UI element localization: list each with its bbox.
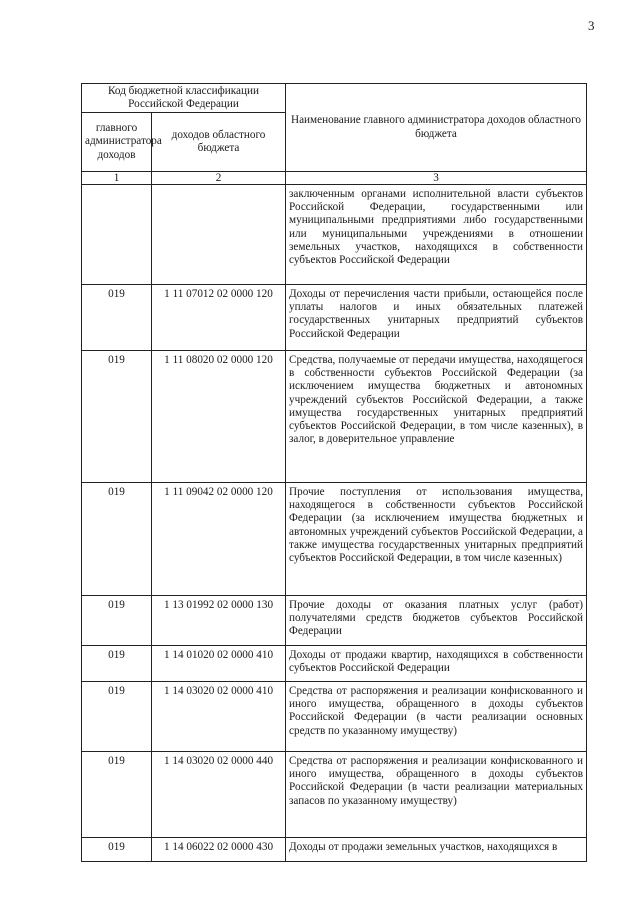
table-row: [82, 646, 587, 682]
admin-code-cell: 019: [82, 483, 152, 596]
budget-code-cell: [152, 185, 286, 285]
budget-code-cell: 1 14 03020 02 0000 440: [152, 752, 286, 838]
table-row: [82, 285, 587, 351]
admin-code-cell: 019: [82, 596, 152, 646]
revenue-name-cell: Средства от распоряжения и реализации конфискованного и иного имущества, обращенного в доходы субъектов Российской Федерации (в части реализации материальных запасов по указанному имуществу): [286, 752, 587, 838]
revenue-name-cell: Средства от распоряжения и реализации конфискованного и иного имущества, обращенного в доходы субъектов Российской Федерации (в части реализации основных средств по указанному имуществу): [286, 682, 587, 752]
column-number: 3: [286, 172, 587, 185]
column-number-row: [82, 172, 587, 185]
header-budget-cell: доходов областного бюджета: [152, 113, 286, 172]
budget-code-cell: 1 13 01992 02 0000 130: [152, 596, 286, 646]
budget-code-cell: 1 14 06022 02 0000 430: [152, 838, 286, 862]
revenue-name-cell: Прочие поступления от использования имущества, находящегося в собственности субъектов Российской Федерации (за исключением имущества бюджетных и автономных учреждений субъектов Российской Федерации, а также имущества государственных унитарных предприятий субъектов Российской Федерации, в том числе казенных): [286, 483, 587, 596]
revenue-name-cell: Доходы от продажи квартир, находящихся в собственности субъектов Российской Федерации: [286, 646, 587, 682]
header-name-cell: Наименование главного администратора доходов областного бюджета: [286, 84, 587, 172]
budget-code-cell: 1 11 08020 02 0000 120: [152, 351, 286, 483]
revenue-name-cell: Доходы от перечисления части прибыли, остающейся после уплаты налогов и иных обязательных платежей государственных унитарных предприятий субъектов Российской Федерации: [286, 285, 587, 351]
header-group-cell: Код бюджетной классификации Российской Федерации: [82, 84, 286, 113]
revenue-name-cell: Средства, получаемые от передачи имущества, находящегося в собственности субъектов Российской Федерации (за исключением имущества бюджетных и автономных учреждений субъектов Российской Федерации, а также имущества государственных унитарных предприятий субъектов Российской Федерации, в том числе казенных), в залог, в доверительное управление: [286, 351, 587, 483]
admin-code-cell: 019: [82, 838, 152, 862]
admin-code-cell: 019: [82, 351, 152, 483]
admin-code-cell: 019: [82, 752, 152, 838]
table-row: [82, 351, 587, 483]
table-row: [82, 838, 587, 862]
revenue-name-cell: заключенным органами исполнительной власти субъектов Российской Федерации, государственными или муниципальными предприятиями либо государственными или муниципальными учреждениями в отношении земельных участков, находящихся в собственности субъектов Российской Федерации: [286, 185, 587, 285]
header-admin-cell: главного администратора доходов: [82, 113, 152, 172]
table-row: [82, 752, 587, 838]
table-row: [82, 596, 587, 646]
revenue-name-cell: Доходы от продажи земельных участков, находящихся в: [286, 838, 587, 862]
budget-code-cell: 1 14 03020 02 0000 410: [152, 682, 286, 752]
page-number: 3: [588, 18, 595, 33]
admin-code-cell: 019: [82, 682, 152, 752]
admin-code-cell: 019: [82, 646, 152, 682]
table-row: [82, 483, 587, 596]
table-row: [82, 185, 587, 285]
admin-code-cell: [82, 185, 152, 285]
admin-code-cell: 019: [82, 285, 152, 351]
revenue-name-cell: Прочие доходы от оказания платных услуг (работ) получателями средств бюджетов субъектов Российской Федерации: [286, 596, 587, 646]
header-row-group: [82, 84, 587, 113]
budget-code-cell: 1 14 01020 02 0000 410: [152, 646, 286, 682]
budget-code-cell: 1 11 09042 02 0000 120: [152, 483, 286, 596]
table-row: [82, 682, 587, 752]
column-number: 2: [152, 172, 286, 185]
column-number: 1: [82, 172, 152, 185]
budget-classification-table: [81, 83, 587, 862]
budget-code-cell: 1 11 07012 02 0000 120: [152, 285, 286, 351]
